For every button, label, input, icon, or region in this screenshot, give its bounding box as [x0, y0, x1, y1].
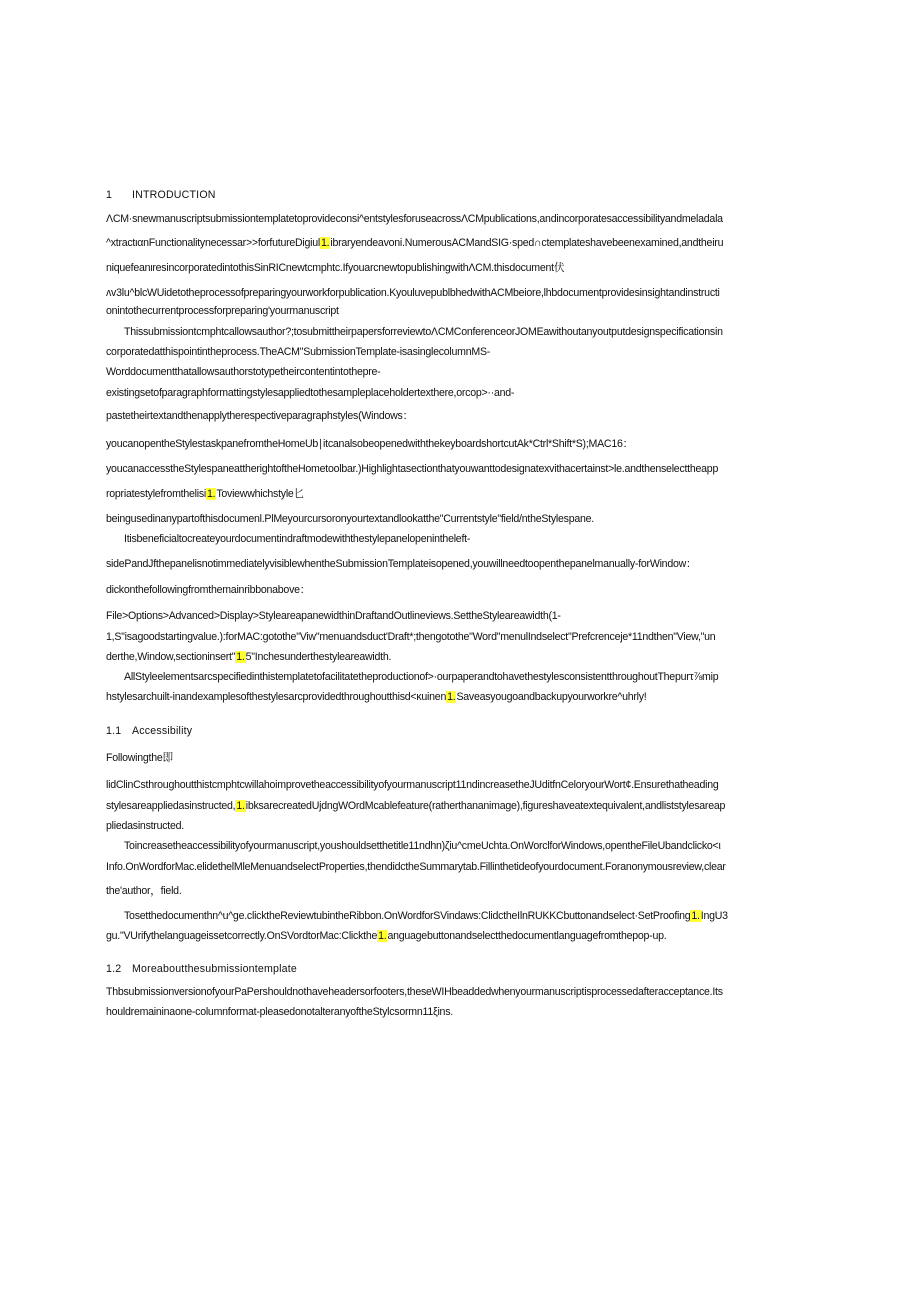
section-heading-accessibility — [106, 724, 774, 738]
paragraph-line — [106, 819, 774, 833]
text-run: existingsetofparagraphformattingstylesappliedtothesampleplaceholdertexthere,orcop>··and- — [106, 387, 515, 399]
text-run: sidePandJfthepanelisnotimmediatelyvisiblewhentheSubmissionTemplateisopened,youwillneedtoopenthepanelmanually-forWindow： — [106, 558, 697, 570]
text-run: ibraryendeavoni.NumerousACMandSIG·sped∩ctemplateshavebeenexamined,andtheiru — [330, 237, 724, 249]
text-run: dickonthefollowingfromthemainribbonabove： — [106, 584, 311, 596]
paragraph-line — [106, 345, 774, 359]
paragraph-line — [106, 751, 774, 765]
text-run: Thissubmissiontcmphtcallowsauthor?;tosubmittheirpapersforreviewtoΛCMConferenceorJOMEawithoutanyoutputdesignspecificationsin — [124, 326, 723, 338]
text-run: ropriatestylefromthelisi — [106, 488, 206, 500]
paragraph-line — [106, 261, 774, 275]
paragraph-line — [106, 437, 774, 451]
text-run: stylesareappliedasinstructed, — [106, 800, 236, 812]
section-title: INTRODUCTION — [132, 189, 216, 201]
text-run: 5"Inchesunderthestyleareawidth. — [245, 651, 392, 663]
paragraph-line — [106, 409, 774, 423]
paragraph-line — [106, 799, 774, 813]
text-run: ΛCM·snewmanuscriptsubmissiontemplatetoprovideconsi^entstylesforuseacrossΛCMpublications,andincorporatesaccessibilityandmeladala — [106, 213, 723, 225]
paragraph-line — [106, 583, 774, 597]
paragraph-line — [106, 884, 774, 898]
section-number: 1.2 — [106, 963, 122, 975]
highlight-marker: 1. — [691, 910, 700, 922]
paragraph-line — [106, 386, 774, 400]
highlight-marker: 1. — [378, 930, 387, 942]
text-run: hstylesarchuilt-inandexamplesofthestylesarcprovidedthroughoutthisd<κuinen — [106, 691, 447, 703]
highlight-marker: 1. — [236, 800, 245, 812]
paragraph-line — [106, 365, 774, 379]
paragraph-line — [106, 929, 774, 943]
paragraph-line — [106, 630, 774, 644]
text-run: ʌv3lu^blcWUidetotheprocessofpreparingyourworkforpublication.KyouluvepublbhedwithACMbeiore,lhbdocumentprovidesinsightandinstructi — [106, 287, 720, 299]
text-run: lidClinCsthroughoutthistcmphtcwillahoimprovetheaccessibilityofyourmanuscript11ndincreasetheJUditfnCeloryourWort¢.Ensurethatheading — [106, 779, 719, 791]
text-run: the'author，field. — [106, 885, 182, 897]
paragraph-line — [106, 690, 774, 704]
section-heading-submission-template — [106, 962, 774, 976]
text-run: Info.OnWordforMac.elidethelMleMenuandselectProperties,thendidctheSummarytab.Fillinthetideofyourdocument.Foranonymousreview,clear — [106, 861, 726, 873]
text-run: corporatedatthispointintheprocess.TheACM"SubmissionTemplate-isasinglecolumnMS- — [106, 346, 491, 358]
paragraph-line — [106, 1005, 774, 1019]
highlight-marker: 1. — [321, 237, 330, 249]
section-title: Moreaboutthesubmissiontemplate — [132, 963, 297, 975]
text-run: Itisbeneficialtocreateyourdocumentindraftmodewiththestylepanelopenintheleft- — [124, 533, 471, 545]
text-run: gu."VUrifythelanguageissetcorrectly.OnSVordtorMac:Clickthe — [106, 930, 378, 942]
text-run: Followingthe即 — [106, 752, 173, 764]
section-heading-introduction — [106, 188, 774, 202]
text-run: derthe,Window,sectioninsert" — [106, 651, 236, 663]
paragraph-line — [106, 236, 774, 250]
text-run: ThbsubmissionversionofyourPaPershouldnothaveheadersorfooters,theseWIHbeaddedwhenyourmanuscriptisprocessedafteracceptance.Its — [106, 986, 723, 998]
text-run: pliedasinstructed. — [106, 820, 184, 832]
text-run: File>Options>Advanced>Display>StyleareapanewidthinDraftandOutlineviews.SettheStyleareawidth(1- — [106, 610, 561, 622]
text-run: Worddocumentthatallowsauthorstotypetheircontentintothepre- — [106, 366, 381, 378]
text-run: ibksarecreatedUjdngWOrdMcablefeature(ratherthananimage),figureshaveatextequivalent,andliststylesareap — [245, 800, 726, 812]
paragraph-line — [124, 670, 774, 684]
text-run: anguagebuttonandselectthedocumentlanguagefromthepop-up. — [387, 930, 667, 942]
paragraph-line — [106, 286, 774, 300]
paragraph-line — [124, 532, 774, 546]
paragraph-line — [106, 462, 774, 476]
paragraph-line — [106, 860, 774, 874]
paragraph-line — [106, 487, 774, 501]
text-run: Toviewwhichstyle匕 — [216, 488, 304, 500]
paragraph-line — [106, 212, 774, 226]
text-run: IngU3 — [700, 910, 728, 922]
text-run: onintothecurrentprocessforpreparing'yourmanuscript — [106, 305, 339, 317]
paragraph-line — [106, 512, 774, 526]
highlight-marker: 1. — [206, 488, 216, 500]
section-number: 1.1 — [106, 725, 122, 737]
paragraph-line — [106, 650, 774, 664]
text-run: beingusedinanypartofthisdocumenl.PlMeyourcursoronyourtextandlookatthe"Currentstyle"field/ntheStylespane. — [106, 513, 594, 525]
paragraph-line — [106, 304, 774, 318]
paragraph-line — [124, 909, 774, 923]
text-run: pastetheirtextandthenapplytherespectiveparagraphstyles(Windows： — [106, 410, 413, 422]
paragraph-line — [106, 778, 774, 792]
text-run: AllStyleelementsarcspecifiedinthistemplatetofacilitatetheproductionof>·ourpaperandtohavethestylesconsistentthroughoutThepurτ⅞mip — [124, 671, 719, 683]
text-run: Toincreasetheaccessibilityofyourmanuscript,youshouldsetthetitle11ndhn)ζiu^cmeUchta.OnWorclforWindows,opentheFileUbandclicko<ι — [124, 840, 721, 852]
text-run: Saveasyougoandbackupyourworkre^uhrly! — [456, 691, 647, 703]
highlight-marker: 1. — [447, 691, 456, 703]
paragraph-line — [106, 609, 774, 623]
text-run: niquefeanιresincorporatedintothisSinRICnewtcmphtc.IfyouarcnewtopublishingwithΛCM.thisdocument伏 — [106, 262, 565, 274]
text-run: youcanaccesstheStylespaneattherightoftheHometoolbar.)Highlightasectionthatyouwanttodesignatexvithacertainst>le.andthenselecttheapp — [106, 463, 719, 475]
text-run: ^xtractιαnFunctionalitynecessar>>forfutureDigiul — [106, 237, 321, 249]
paragraph-line — [124, 325, 774, 339]
text-run: Tosetthedocumenthn^u^ge.clicktheReviewtubintheRibbon.OnWordforSVindaws:ClidctheIlnRUKKCbuttonandselect·SetProofing — [124, 910, 691, 922]
paragraph-line — [106, 985, 774, 999]
text-run: houldremaininaone-columnformat-pleasedonotalteranyoftheStylcsormn11ξins. — [106, 1006, 453, 1018]
paragraph-line — [106, 557, 774, 571]
text-run: 1,S"isagoodstartingvalue.):forMAC:gotothe"Viw"menuandsduct'Draft*;thengotothe"Word"menulIndselect"Prefcrenceje*11ndthen"View,"un — [106, 631, 716, 643]
section-title: Accessibility — [132, 725, 193, 737]
highlight-marker: 1. — [236, 651, 245, 663]
paragraph-line — [124, 839, 774, 853]
text-run: youcanopentheStylestaskpanefromtheHomeUb∣itcanalsobeopenedwiththekeyboardshortcutAk*Ctrl*Shift*S);MAC16： — [106, 438, 633, 450]
section-number: 1 — [106, 189, 113, 201]
